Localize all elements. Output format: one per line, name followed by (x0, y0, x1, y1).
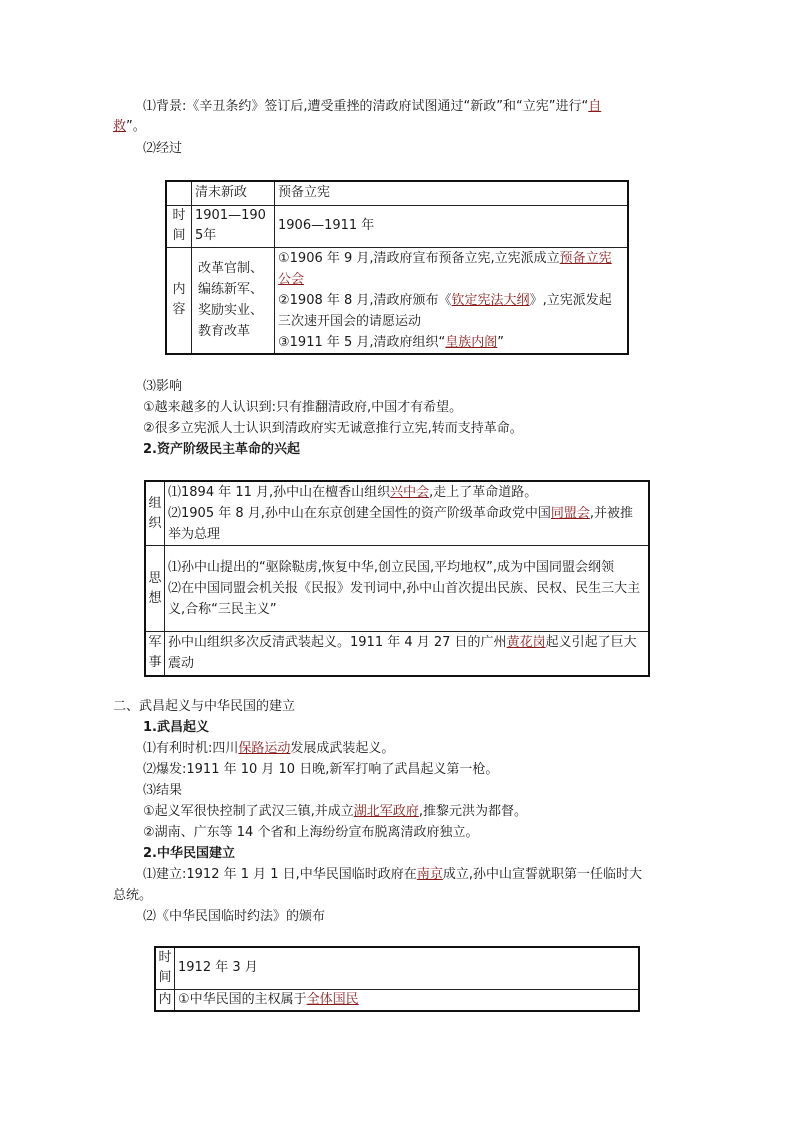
text: 发展成武装起义。 (290, 741, 395, 756)
cell-time: 1912 年 3 月 (175, 947, 640, 989)
paragraph-establishment (143, 865, 642, 885)
row-label-ideology: 思想 (145, 546, 165, 632)
cell-content (175, 989, 640, 1011)
result-point-1 (143, 802, 527, 822)
underlined-term: 救 (113, 119, 127, 134)
reform-table (165, 180, 629, 355)
impact-point-1: ①越来越多的人认识到:只有推翻清政府,中国才有希望。 (143, 400, 463, 415)
header-constitution: 预备立宪 (275, 181, 629, 205)
cell-time-new-policy: 1901—1905年 (192, 205, 275, 247)
text: ⑴有利时机:四川 (143, 741, 239, 756)
underlined-term: 南京 (416, 867, 443, 882)
underlined-term: 湖北军政府 (353, 804, 419, 819)
underlined-term: 全体国民 (306, 991, 359, 1007)
cell-organization (165, 481, 650, 546)
empty-corner-cell (166, 181, 192, 205)
paragraph-establishment-cont: 总统。 (113, 888, 153, 903)
text: ,推黎元洪为都督。 (418, 804, 527, 819)
text: ①起义军很快控制了武汉三镇,并成立 (143, 804, 354, 819)
text: ③1911 年 5 月,清政府组织“ (278, 334, 446, 350)
text: ①中华民国的主权属于 (178, 991, 307, 1007)
cell-content-constitution (275, 247, 629, 354)
background-text: ⑴背景:《辛丑条约》签订后,遭受重挫的清政府试图通过“新政”和“立宪”进行“ (143, 99, 589, 114)
text: ,并被推举为总理 (168, 506, 634, 542)
text: 孙中山组织多次反清武装起义。1911 年 4 月 27 日的广州 (168, 635, 507, 651)
text: ⑴建立:1912 年 1 月 1 日,中华民国临时政府在 (143, 867, 417, 882)
background-paragraph (143, 97, 601, 117)
cell-military (165, 632, 650, 676)
underlined-term: 自 (588, 99, 602, 114)
paragraph-result-heading: ⑶结果 (143, 783, 183, 798)
text: ” (497, 334, 505, 350)
text: ”。 (126, 119, 146, 134)
impact-heading: ⑶影响 (143, 379, 183, 394)
underlined-term: 黄花岗 (506, 635, 546, 651)
paragraph-opportunity (143, 739, 394, 759)
row-label-content: 内 (155, 989, 175, 1011)
cell-content-new-policy: 改革官制、编练新军、奖励实业、教育改革 (192, 247, 275, 354)
row-label-content: 内容 (166, 247, 192, 354)
row-label-time: 时间 (155, 947, 175, 989)
text: ⑵1905 年 8 月,孙中山在东京创建全国性的资产阶级革命政党中国 (168, 506, 551, 521)
paragraph-outbreak: ⑵爆发:1911 年 10 月 10 日晚,新军打响了武昌起义第一枪。 (143, 762, 499, 777)
text: 成立,孙中山宣誓就职第一任临时大 (442, 867, 642, 882)
constitution-table (154, 946, 640, 1012)
underlined-term: 保路运动 (238, 741, 291, 756)
row-label-military: 军事 (145, 632, 165, 676)
background-paragraph-cont (113, 117, 146, 137)
underlined-term: 兴中会 (390, 485, 430, 500)
impact-point-2: ②很多立宪派人士认识到清政府实无诚意推行立宪,转而支持革命。 (143, 421, 523, 436)
underlined-term: 皇族内阁 (445, 334, 498, 350)
text: 起义引起了巨大震动 (168, 635, 637, 672)
subheading-roc: 2.中华民国建立 (143, 846, 235, 861)
text: ⑴1894 年 11 月,孙中山在檀香山组织 (168, 485, 391, 500)
section-heading-revolution: 2.资产阶级民主革命的兴起 (143, 442, 300, 457)
cell-ideology (165, 546, 650, 632)
ideology-point-2: ⑵在中国同盟会机关报《民报》发刊词中,孙中山首次提出民族、民权、民生三大主义,合称“三民主义” (168, 581, 641, 617)
paragraph-provisional-constitution: ⑵《中华民国临时约法》的颁布 (143, 909, 326, 924)
text: ①1906 年 9 月,清政府宣布预备立宪,立宪派成立 (278, 250, 560, 266)
result-point-2: ②湖南、广东等 14 个省和上海纷纷宣布脱离清政府独立。 (143, 825, 479, 840)
process-heading: ⑵经过 (143, 141, 183, 156)
cell-time-constitution: 1906—1911 年 (275, 205, 629, 247)
row-label-organization: 组织 (145, 481, 165, 546)
header-new-policy: 清末新政 (192, 181, 275, 205)
section-heading-wuchang: 二、武昌起义与中华民国的建立 (113, 699, 296, 714)
revolution-table (144, 480, 650, 677)
row-label-time: 时间 (166, 205, 192, 247)
text: 》,立宪派发起三次速开国会的请愿运动 (278, 292, 612, 329)
text: ,走上了革命道路。 (429, 485, 538, 500)
text: ②1908 年 8 月,清政府颁布《 (278, 292, 452, 308)
subheading-wuchang-uprising: 1.武昌起义 (143, 720, 209, 735)
ideology-point-1: ⑴孙中山提出的“驱除鞑虏,恢复中华,创立民国,平均地权”,成为中国同盟会纲领 (168, 560, 614, 575)
underlined-term: 同盟会 (550, 506, 590, 521)
underlined-term: 钦定宪法大纲 (451, 292, 530, 308)
underlined-term: 预备立宪公会 (278, 250, 612, 287)
